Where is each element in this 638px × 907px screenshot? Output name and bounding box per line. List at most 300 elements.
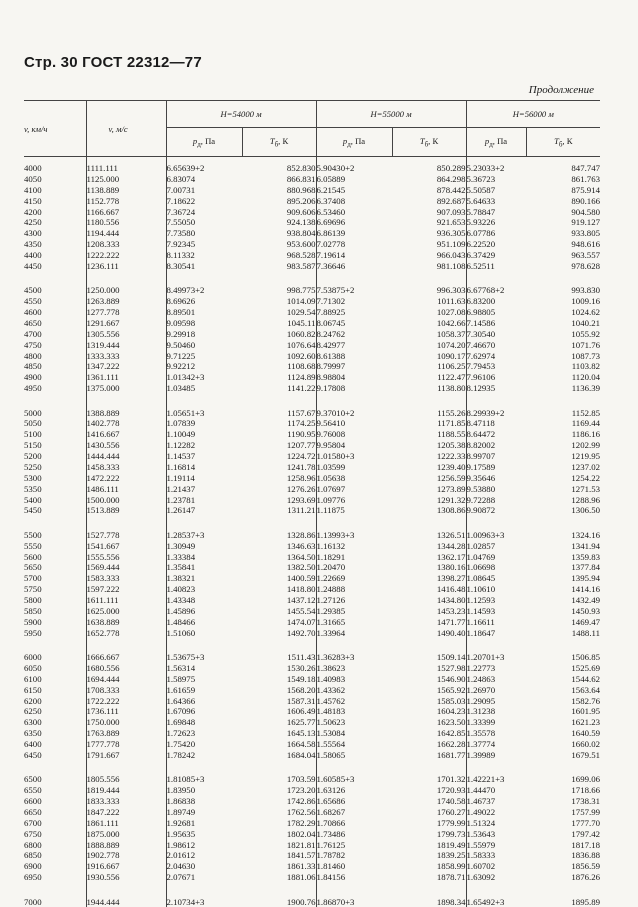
pressure-cell: 2.01612	[166, 850, 242, 861]
temperature-cell: 966.043	[392, 250, 466, 261]
temperature-cell: 1237.02	[526, 462, 600, 473]
temperature-cell: 1024.62	[526, 307, 600, 318]
pressure-cell: 1.22669	[316, 573, 392, 584]
speed-kmh-cell: 5500	[24, 530, 86, 541]
speed-ms-cell: 1319.444	[86, 340, 166, 351]
temperature-cell: 1819.49	[392, 840, 466, 851]
pressure-header: $p_д$, Па	[466, 128, 526, 157]
temperature-cell: 1881.06	[242, 872, 316, 883]
temperature-cell: 924.138	[242, 217, 316, 228]
temperature-cell: 1009.16	[526, 296, 600, 307]
pressure-cell: 1.01580+3	[316, 451, 392, 462]
temperature-cell: 890.166	[526, 196, 600, 207]
pressure-cell: 8.49973+2	[166, 285, 242, 296]
pressure-cell: 7.79453	[466, 361, 526, 372]
pressure-cell: 1.58975	[166, 674, 242, 685]
temperature-cell: 1530.26	[242, 663, 316, 674]
table-row	[24, 484, 600, 495]
speed-ms-cell: 1541.667	[86, 541, 166, 552]
pressure-cell: 1.53675+3	[166, 652, 242, 663]
temperature-cell: 1742.86	[242, 796, 316, 807]
speed-kmh-cell: 6450	[24, 750, 86, 761]
speed-kmh-cell: 4050	[24, 174, 86, 185]
speed-kmh-cell: 4900	[24, 372, 86, 383]
pressure-cell: 1.48466	[166, 617, 242, 628]
spacer-cell	[24, 394, 86, 408]
speed-kmh-cell: 5950	[24, 628, 86, 639]
temperature-cell: 1821.81	[242, 840, 316, 851]
temperature-cell: 1601.95	[526, 706, 600, 717]
speed-ms-cell: 1930.556	[86, 872, 166, 883]
temperature-cell: 1271.53	[526, 484, 600, 495]
pressure-cell: 1.56314	[166, 663, 242, 674]
temperature-cell: 1224.72	[242, 451, 316, 462]
pressure-cell: 9.95804	[316, 440, 392, 451]
speed-ms-cell: 1861.111	[86, 818, 166, 829]
spacer-cell	[392, 761, 466, 775]
temperature-cell: 1587.31	[242, 696, 316, 707]
pressure-cell: 1.75420	[166, 739, 242, 750]
pressure-cell: 8.98804	[316, 372, 392, 383]
pressure-cell: 1.05638	[316, 473, 392, 484]
pressure-cell: 1.05651+3	[166, 408, 242, 419]
speed-kmh-cell: 4150	[24, 196, 86, 207]
pressure-cell: 6.98805	[466, 307, 526, 318]
table-row	[24, 361, 600, 372]
spacer-cell	[316, 639, 392, 653]
temperature-cell: 1718.66	[526, 785, 600, 796]
speed-kmh-cell: 4300	[24, 228, 86, 239]
speed-kmh-cell: 5200	[24, 451, 86, 462]
pressure-cell: 1.39989	[466, 750, 526, 761]
temperature-cell: 1341.94	[526, 541, 600, 552]
speed-ms-cell: 1194.444	[86, 228, 166, 239]
temperature-cell: 1488.11	[526, 628, 600, 639]
table-row	[24, 408, 600, 419]
pressure-cell: 1.95635	[166, 829, 242, 840]
pressure-cell: 1.37774	[466, 739, 526, 750]
speed-kmh-cell: 4750	[24, 340, 86, 351]
speed-kmh-cell: 5750	[24, 584, 86, 595]
temperature-cell: 1219.95	[526, 451, 600, 462]
speed-ms-cell: 1805.556	[86, 774, 166, 785]
temperature-cell: 847.747	[526, 157, 600, 174]
temperature-header: $T_б$, К	[242, 128, 316, 157]
spacer-cell	[392, 516, 466, 530]
temperature-cell: 1377.84	[526, 562, 600, 573]
speed-kmh-cell: 4600	[24, 307, 86, 318]
pressure-cell: 1.12593	[466, 595, 526, 606]
temperature-cell: 1511.43	[242, 652, 316, 663]
temperature-cell: 1306.50	[526, 505, 600, 516]
temperature-cell: 1836.88	[526, 850, 600, 861]
table-row	[24, 652, 600, 663]
pressure-cell: 1.58333	[466, 850, 526, 861]
speed-ms-cell: 1430.556	[86, 440, 166, 451]
temperature-cell: 1841.57	[242, 850, 316, 861]
temperature-cell: 1169.44	[526, 418, 600, 429]
pressure-cell: 1.76125	[316, 840, 392, 851]
temperature-cell: 1076.64	[242, 340, 316, 351]
speed-kmh-cell: 6550	[24, 785, 86, 796]
speed-ms-cell: 1944.444	[86, 897, 166, 907]
temperature-cell: 1662.28	[392, 739, 466, 750]
speed-ms-cell: 1347.222	[86, 361, 166, 372]
temperature-cell: 983.587	[242, 261, 316, 272]
temperature-cell: 1344.28	[392, 541, 466, 552]
pressure-cell: 1.45896	[166, 606, 242, 617]
speed-ms-cell: 1694.444	[86, 674, 166, 685]
pressure-cell: 7.30540	[466, 329, 526, 340]
speed-kmh-cell: 5150	[24, 440, 86, 451]
pressure-cell: 1.08645	[466, 573, 526, 584]
table-row	[24, 663, 600, 674]
pressure-cell: 1.51060	[166, 628, 242, 639]
pressure-cell: 7.71302	[316, 296, 392, 307]
spacer-cell	[466, 272, 526, 286]
speed-kmh-cell: 6300	[24, 717, 86, 728]
temperature-cell: 1585.03	[392, 696, 466, 707]
temperature-cell: 1414.16	[526, 584, 600, 595]
spacer-cell	[466, 639, 526, 653]
table-row	[24, 807, 600, 818]
speed-kmh-cell: 4550	[24, 296, 86, 307]
pressure-cell: 7.36724	[166, 207, 242, 218]
table-row	[24, 541, 600, 552]
speed-kmh-cell: 4800	[24, 351, 86, 362]
pressure-cell: 1.40823	[166, 584, 242, 595]
spacer-cell	[242, 394, 316, 408]
pressure-cell: 1.19114	[166, 473, 242, 484]
temperature-cell: 1258.96	[242, 473, 316, 484]
pressure-cell: 5.64633	[466, 196, 526, 207]
speed-ms-cell: 1333.333	[86, 351, 166, 362]
pressure-cell: 1.78782	[316, 850, 392, 861]
temperature-cell: 1418.80	[242, 584, 316, 595]
pressure-cell: 1.63092	[466, 872, 526, 883]
temperature-cell: 1490.40	[392, 628, 466, 639]
pressure-cell: 7.14586	[466, 318, 526, 329]
pressure-cell: 7.55050	[166, 217, 242, 228]
table-row	[24, 706, 600, 717]
table-row	[24, 818, 600, 829]
temperature-cell: 1241.78	[242, 462, 316, 473]
pressure-cell: 2.04630	[166, 861, 242, 872]
speed-kmh-cell: 4850	[24, 361, 86, 372]
temperature-cell: 1679.51	[526, 750, 600, 761]
pressure-cell: 1.10610	[466, 584, 526, 595]
speed-kmh-cell: 4500	[24, 285, 86, 296]
speed-ms-cell: 1527.778	[86, 530, 166, 541]
temperature-cell: 1120.04	[526, 372, 600, 383]
speed-ms-cell: 1472.222	[86, 473, 166, 484]
temperature-cell: 1703.59	[242, 774, 316, 785]
speed-kmh-cell: 4000	[24, 157, 86, 174]
table-row	[24, 462, 600, 473]
pressure-cell: 8.42977	[316, 340, 392, 351]
temperature-cell: 1141.22	[242, 383, 316, 394]
temperature-cell: 875.914	[526, 185, 600, 196]
pressure-cell: 1.07839	[166, 418, 242, 429]
pressure-cell: 1.46737	[466, 796, 526, 807]
table-row	[24, 850, 600, 861]
pressure-cell: 1.18291	[316, 552, 392, 563]
pressure-cell: 1.27126	[316, 595, 392, 606]
table-row	[24, 606, 600, 617]
temperature-cell: 1055.92	[526, 329, 600, 340]
pressure-cell: 1.16132	[316, 541, 392, 552]
temperature-cell: 936.305	[392, 228, 466, 239]
group2-header: H=55000 м	[316, 101, 466, 128]
temperature-cell: 1777.70	[526, 818, 600, 829]
speed-ms-cell: 1152.778	[86, 196, 166, 207]
temperature-cell: 1898.34	[392, 897, 466, 907]
pressure-cell: 8.11332	[166, 250, 242, 261]
spacer-cell	[526, 394, 600, 408]
table-row	[24, 473, 600, 484]
temperature-cell: 1549.18	[242, 674, 316, 685]
pressure-cell: 1.11875	[316, 505, 392, 516]
pressure-cell: 7.88925	[316, 307, 392, 318]
temperature-cell: 933.805	[526, 228, 600, 239]
pressure-cell: 1.38623	[316, 663, 392, 674]
table-row	[24, 217, 600, 228]
temperature-cell: 1060.82	[242, 329, 316, 340]
temperature-cell: 878.442	[392, 185, 466, 196]
table-row	[24, 372, 600, 383]
spacer-cell	[166, 394, 242, 408]
speed-ms-cell: 1250.000	[86, 285, 166, 296]
temperature-cell: 981.108	[392, 261, 466, 272]
speed-kmh-cell: 5350	[24, 484, 86, 495]
table-row	[24, 584, 600, 595]
pressure-cell: 8.64472	[466, 429, 526, 440]
pressure-cell: 1.83950	[166, 785, 242, 796]
temperature-cell: 993.830	[526, 285, 600, 296]
pressure-cell: 1.72623	[166, 728, 242, 739]
pressure-cell: 1.53084	[316, 728, 392, 739]
temperature-cell: 1288.96	[526, 495, 600, 506]
temperature-cell: 861.763	[526, 174, 600, 185]
temperature-cell: 963.557	[526, 250, 600, 261]
group-spacer	[24, 394, 600, 408]
speed-kmh-cell: 5650	[24, 562, 86, 573]
pressure-cell: 7.46670	[466, 340, 526, 351]
temperature-cell: 1326.51	[392, 530, 466, 541]
pressure-cell: 1.58065	[316, 750, 392, 761]
speed-kmh-cell: 4250	[24, 217, 86, 228]
temperature-cell: 1738.31	[526, 796, 600, 807]
pressure-cell: 1.45762	[316, 696, 392, 707]
speed-ms-cell: 1416.667	[86, 429, 166, 440]
table-row	[24, 495, 600, 506]
temperature-cell: 1311.21	[242, 505, 316, 516]
group-spacer	[24, 516, 600, 530]
pressure-cell: 1.22773	[466, 663, 526, 674]
speed-kmh-cell: 5400	[24, 495, 86, 506]
speed-ms-cell: 1111.111	[86, 157, 166, 174]
pressure-cell: 9.53880	[466, 484, 526, 495]
spacer-cell	[526, 516, 600, 530]
temperature-cell: 1122.47	[392, 372, 466, 383]
page-title: Стр. 30 ГОСТ 22312—77	[24, 54, 202, 71]
pressure-cell: 1.12282	[166, 440, 242, 451]
temperature-header: $T_б$, К	[392, 128, 466, 157]
temperature-cell: 1256.59	[392, 473, 466, 484]
speed-ms-cell: 1708.333	[86, 685, 166, 696]
table-row	[24, 530, 600, 541]
pressure-cell: 1.00963+3	[466, 530, 526, 541]
speed-ms-cell: 1652.778	[86, 628, 166, 639]
speed-kmh-cell: 6200	[24, 696, 86, 707]
temperature-cell: 1469.47	[526, 617, 600, 628]
pressure-cell: 1.48183	[316, 706, 392, 717]
table-row	[24, 796, 600, 807]
pressure-cell: 1.33964	[316, 628, 392, 639]
pressure-cell: 6.37408	[316, 196, 392, 207]
pressure-cell: 8.99707	[466, 451, 526, 462]
speed-ms-cell: 1263.889	[86, 296, 166, 307]
spacer-cell	[242, 272, 316, 286]
speed-kmh-cell: 5700	[24, 573, 86, 584]
pressure-cell: 8.69626	[166, 296, 242, 307]
pressure-cell: 9.76008	[316, 429, 392, 440]
speed-kmh-cell: 6350	[24, 728, 86, 739]
speed-ms-cell: 1666.667	[86, 652, 166, 663]
table-row	[24, 174, 600, 185]
pressure-cell: 1.49022	[466, 807, 526, 818]
pressure-cell: 7.96106	[466, 372, 526, 383]
temperature-cell: 1308.86	[392, 505, 466, 516]
table-row	[24, 573, 600, 584]
pressure-cell: 7.19614	[316, 250, 392, 261]
pressure-cell: 9.35646	[466, 473, 526, 484]
spacer-cell	[166, 272, 242, 286]
temperature-cell: 1723.20	[242, 785, 316, 796]
temperature-cell: 1856.59	[526, 861, 600, 872]
temperature-cell: 1876.26	[526, 872, 600, 883]
speed-ms-cell: 1555.556	[86, 552, 166, 563]
spacer-cell	[24, 883, 86, 897]
pressure-cell: 1.51324	[466, 818, 526, 829]
speed-ms-cell: 1750.000	[86, 717, 166, 728]
speed-kmh-cell: 6850	[24, 850, 86, 861]
speed-ms-cell: 1611.111	[86, 595, 166, 606]
pressure-cell: 1.03599	[316, 462, 392, 473]
speed-kmh-cell: 6500	[24, 774, 86, 785]
temperature-cell: 1152.85	[526, 408, 600, 419]
table-row	[24, 307, 600, 318]
spacer-cell	[392, 883, 466, 897]
pressure-cell: 1.20701+3	[466, 652, 526, 663]
temperature-cell: 1155.26	[392, 408, 466, 419]
pressure-cell: 9.92212	[166, 361, 242, 372]
temperature-cell: 1239.40	[392, 462, 466, 473]
temperature-cell: 921.653	[392, 217, 466, 228]
table-row	[24, 228, 600, 239]
spacer-cell	[392, 272, 466, 286]
group3-header: H=56000 м	[466, 101, 600, 128]
pressure-cell: 1.68267	[316, 807, 392, 818]
pressure-cell: 8.82002	[466, 440, 526, 451]
pressure-cell: 5.36723	[466, 174, 526, 185]
pressure-cell: 1.86870+3	[316, 897, 392, 907]
speed-ms-cell: 1513.889	[86, 505, 166, 516]
speed-ms-cell: 1486.111	[86, 484, 166, 495]
pressure-cell: 9.17589	[466, 462, 526, 473]
speed-kmh-cell: 5050	[24, 418, 86, 429]
temperature-cell: 909.606	[242, 207, 316, 218]
temperature-cell: 1817.18	[526, 840, 600, 851]
pressure-cell: 9.50460	[166, 340, 242, 351]
speed-kmh-cell: 6100	[24, 674, 86, 685]
speed-ms-cell: 1736.111	[86, 706, 166, 717]
speed-kmh-cell: 6000	[24, 652, 86, 663]
table-row	[24, 861, 600, 872]
temperature-cell: 1029.54	[242, 307, 316, 318]
temperature-cell: 1625.77	[242, 717, 316, 728]
temperature-cell: 1186.16	[526, 429, 600, 440]
pressure-cell: 1.07697	[316, 484, 392, 495]
spacer-cell	[166, 761, 242, 775]
speed-ms-cell: 1638.889	[86, 617, 166, 628]
temperature-cell: 1103.82	[526, 361, 600, 372]
temperature-cell: 1900.76	[242, 897, 316, 907]
temperature-cell: 1621.23	[526, 717, 600, 728]
pressure-cell: 1.10049	[166, 429, 242, 440]
temperature-cell: 1174.25	[242, 418, 316, 429]
spacer-cell	[392, 394, 466, 408]
pressure-cell: 8.12935	[466, 383, 526, 394]
pressure-cell: 1.69848	[166, 717, 242, 728]
temperature-cell: 1398.27	[392, 573, 466, 584]
speed-ms-cell: 1875.000	[86, 829, 166, 840]
temperature-cell: 1645.13	[242, 728, 316, 739]
temperature-header: $T_б$, К	[526, 128, 600, 157]
pressure-cell: 6.69696	[316, 217, 392, 228]
speed-ms-cell: 1305.556	[86, 329, 166, 340]
pressure-cell: 5.50587	[466, 185, 526, 196]
speed-ms-cell: 1277.778	[86, 307, 166, 318]
pressure-cell: 1.33384	[166, 552, 242, 563]
pressure-cell: 9.17808	[316, 383, 392, 394]
pressure-cell: 5.90430+2	[316, 157, 392, 174]
temperature-cell: 948.616	[526, 239, 600, 250]
pressure-cell: 8.24762	[316, 329, 392, 340]
speed-ms-cell: 1125.000	[86, 174, 166, 185]
pressure-cell: 1.63126	[316, 785, 392, 796]
temperature-cell: 1681.77	[392, 750, 466, 761]
speed-ms-cell: 1180.556	[86, 217, 166, 228]
temperature-cell: 1568.20	[242, 685, 316, 696]
pressure-cell: 1.06698	[466, 562, 526, 573]
temperature-cell: 1544.62	[526, 674, 600, 685]
pressure-cell: 1.04769	[466, 552, 526, 563]
pressure-cell: 1.35578	[466, 728, 526, 739]
pressure-cell: 1.31238	[466, 706, 526, 717]
spacer-cell	[392, 639, 466, 653]
temperature-cell: 968.528	[242, 250, 316, 261]
pressure-cell: 5.78847	[466, 207, 526, 218]
spacer-cell	[316, 516, 392, 530]
temperature-cell: 850.289	[392, 157, 466, 174]
temperature-cell: 1346.63	[242, 541, 316, 552]
table-row	[24, 785, 600, 796]
pressure-cell: 1.43362	[316, 685, 392, 696]
table-row	[24, 872, 600, 883]
temperature-cell: 864.298	[392, 174, 466, 185]
temperature-cell: 1432.49	[526, 595, 600, 606]
